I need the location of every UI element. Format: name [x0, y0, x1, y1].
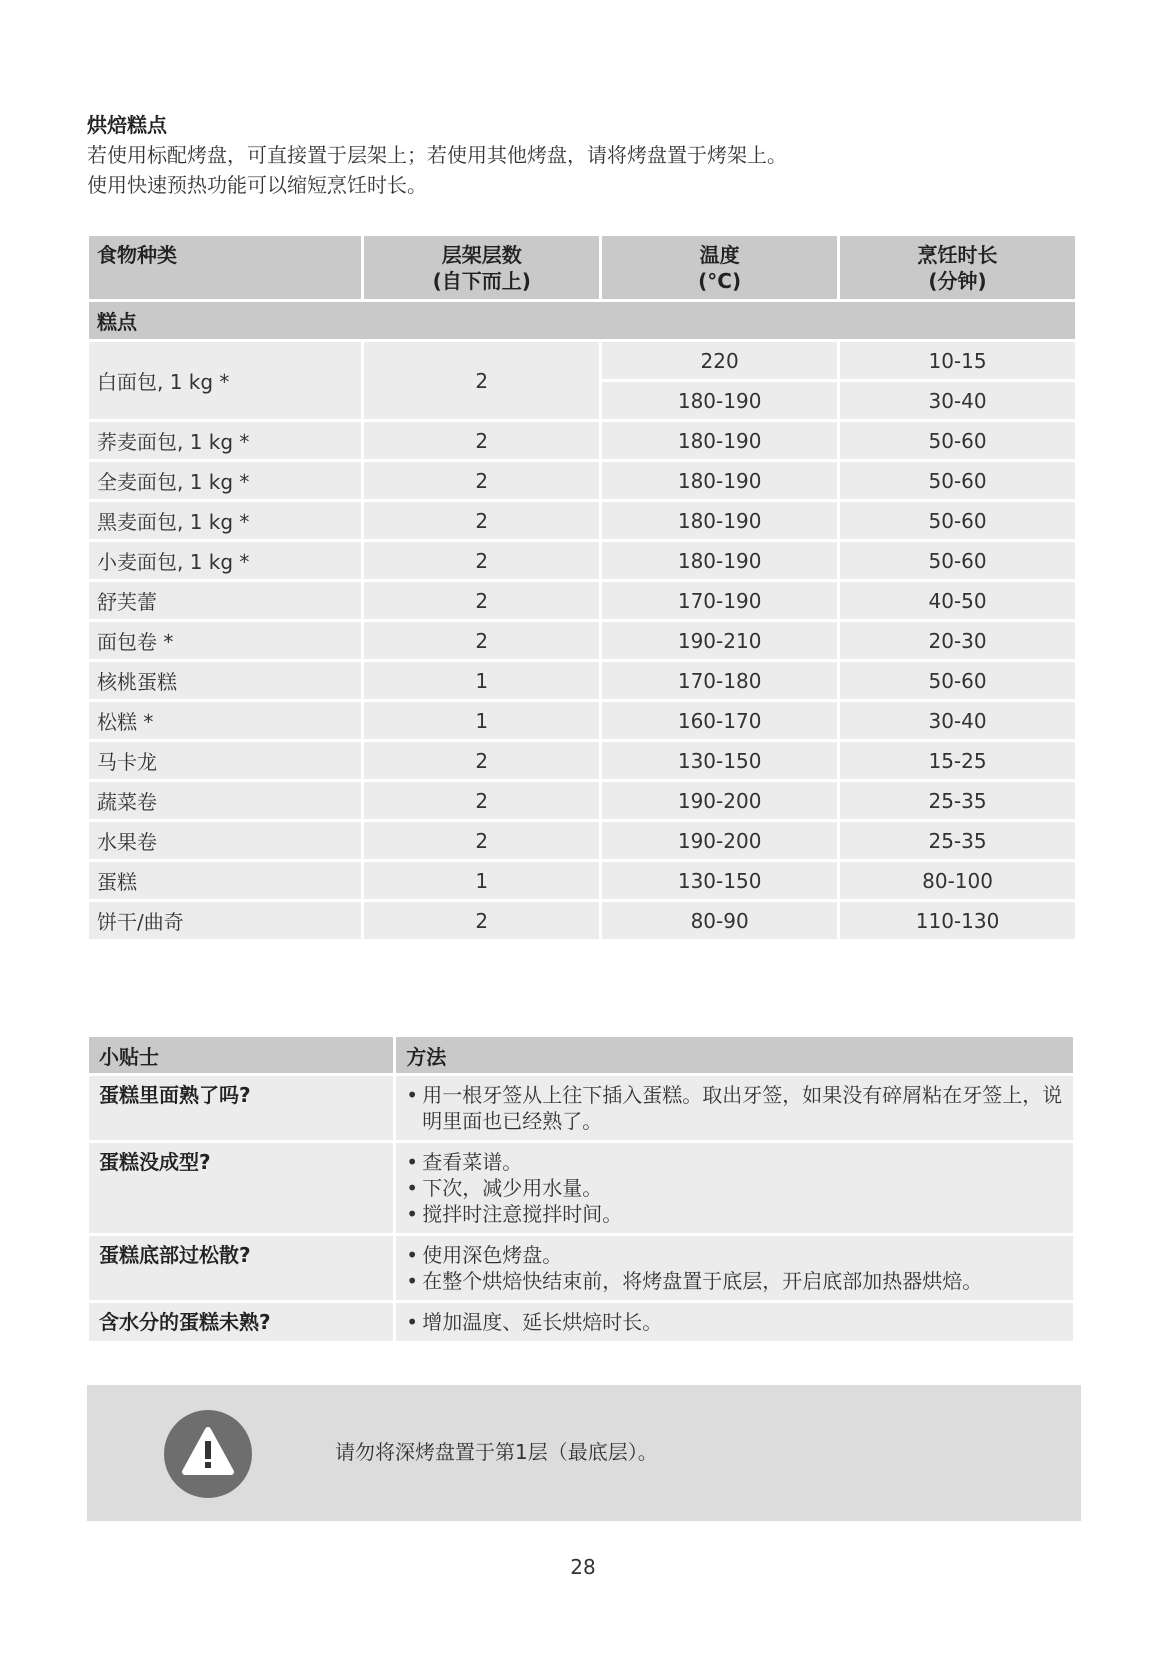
time-cell: 15-25: [840, 742, 1075, 779]
food-cell: 水果卷: [89, 822, 361, 859]
food-cell: 核桃蛋糕: [89, 662, 361, 699]
temp-cell: 130-150: [602, 862, 837, 899]
food-cell: 蛋糕: [89, 862, 361, 899]
table-row: [89, 462, 1075, 499]
temp-cell: 170-180: [602, 662, 837, 699]
food-cell: 舒芙蕾: [89, 582, 361, 619]
table-row: [89, 542, 1075, 579]
temp-cell: 180-190: [602, 462, 837, 499]
temp-cell: 190-200: [602, 822, 837, 859]
food-cell: 全麦面包, 1 kg *: [89, 462, 361, 499]
intro-line-1: 若使用标配烤盘，可直接置于层架上；若使用其他烤盘，请将烤盘置于烤架上。: [87, 143, 787, 167]
table-row: [89, 702, 1075, 739]
tips-row: [89, 1236, 1073, 1300]
food-cell: 白面包, 1 kg *: [89, 342, 361, 419]
table-row: [89, 622, 1075, 659]
time-cell: 25-35: [840, 822, 1075, 859]
level-cell: 1: [364, 662, 599, 699]
level-cell: 2: [364, 902, 599, 939]
food-cell: 荞麦面包, 1 kg *: [89, 422, 361, 459]
table-row: [89, 582, 1075, 619]
tip-question: 蛋糕没成型?: [89, 1143, 393, 1233]
tip-question: 蛋糕底部过松散?: [89, 1236, 393, 1300]
tip-bullet: • 搅拌时注意搅拌时间。: [406, 1201, 1063, 1227]
time-cell: 50-60: [840, 542, 1075, 579]
time-cell: 50-60: [840, 502, 1075, 539]
temp-cell: 160-170: [602, 702, 837, 739]
food-cell: 面包卷 *: [89, 622, 361, 659]
temp-cell: 220: [602, 342, 837, 379]
tip-answer: [396, 1236, 1073, 1300]
tips-row: [89, 1143, 1073, 1233]
level-cell: 2: [364, 742, 599, 779]
time-cell: 80-100: [840, 862, 1075, 899]
food-cell: 饼干/曲奇: [89, 902, 361, 939]
table-row: [89, 502, 1075, 539]
table-row: [89, 422, 1075, 459]
level-cell: 2: [364, 462, 599, 499]
temp-cell: 130-150: [602, 742, 837, 779]
intro-line-2: 使用快速预热功能可以缩短烹饪时长。: [87, 173, 427, 197]
header-temp: 温度 (°C): [602, 236, 837, 299]
page-number: 28: [570, 1555, 596, 1579]
table-row: [89, 822, 1075, 859]
intro-section: [87, 110, 1087, 200]
temp-cell: 190-200: [602, 782, 837, 819]
time-cell: 40-50: [840, 582, 1075, 619]
food-cell: 蔬菜卷: [89, 782, 361, 819]
tips-row: [89, 1076, 1073, 1140]
header-food: 食物种类: [89, 236, 361, 299]
tip-answer: [396, 1303, 1073, 1341]
level-cell: 2: [364, 782, 599, 819]
level-cell: 2: [364, 622, 599, 659]
temp-cell: 180-190: [602, 542, 837, 579]
temp-cell: 180-190: [602, 502, 837, 539]
warning-text: 请勿将深烤盘置于第1层（最底层）。: [335, 1440, 658, 1464]
temp-cell: 190-210: [602, 622, 837, 659]
tip-answer: [396, 1076, 1073, 1140]
food-cell: 黑麦面包, 1 kg *: [89, 502, 361, 539]
table-row: [89, 902, 1075, 939]
tips-table: [86, 1034, 1076, 1344]
section-label: 糕点: [89, 302, 1075, 339]
tip-answer: [396, 1143, 1073, 1233]
header-level: 层架层数 (自下而上): [364, 236, 599, 299]
level-cell: 2: [364, 422, 599, 459]
header-time: 烹饪时长 (分钟): [840, 236, 1075, 299]
tip-bullet: • 用一根牙签从上往下插入蛋糕。取出牙签，如果没有碎屑粘在牙签上，说明里面也已经熟了。: [406, 1082, 1063, 1134]
time-cell: 50-60: [840, 662, 1075, 699]
warning-box: [87, 1385, 1081, 1521]
baking-table: [86, 233, 1078, 942]
warning-icon: [164, 1410, 252, 1498]
food-cell: 松糕 *: [89, 702, 361, 739]
section-row: [89, 302, 1075, 339]
tip-question: 蛋糕里面熟了吗?: [89, 1076, 393, 1140]
table-row: [89, 342, 1075, 379]
header-tip: 小贴士: [89, 1037, 393, 1073]
tip-bullet: • 在整个烘焙快结束前，将烤盘置于底层，开启底部加热器烘焙。: [406, 1268, 1063, 1294]
tip-bullet: • 使用深色烤盘。: [406, 1242, 1063, 1268]
time-cell: 10-15: [840, 342, 1075, 379]
tips-header-row: [89, 1037, 1073, 1073]
time-cell: 50-60: [840, 462, 1075, 499]
temp-cell: 180-190: [602, 382, 837, 419]
time-cell: 50-60: [840, 422, 1075, 459]
table-header-row: [89, 236, 1075, 299]
level-cell: 1: [364, 702, 599, 739]
level-cell: 2: [364, 822, 599, 859]
tip-bullet: • 查看菜谱。: [406, 1149, 1063, 1175]
level-cell: 2: [364, 582, 599, 619]
table-row: [89, 782, 1075, 819]
temp-cell: 170-190: [602, 582, 837, 619]
time-cell: 110-130: [840, 902, 1075, 939]
food-cell: 小麦面包, 1 kg *: [89, 542, 361, 579]
level-cell: 2: [364, 342, 599, 419]
time-cell: 20-30: [840, 622, 1075, 659]
header-method: 方法: [396, 1037, 1073, 1073]
level-cell: 1: [364, 862, 599, 899]
level-cell: 2: [364, 542, 599, 579]
time-cell: 25-35: [840, 782, 1075, 819]
level-cell: 2: [364, 502, 599, 539]
temp-cell: 180-190: [602, 422, 837, 459]
time-cell: 30-40: [840, 702, 1075, 739]
tips-row: [89, 1303, 1073, 1341]
section-title: 烘焙糕点: [87, 113, 167, 137]
table-row: [89, 662, 1075, 699]
tip-question: 含水分的蛋糕未熟?: [89, 1303, 393, 1341]
table-row: [89, 742, 1075, 779]
temp-cell: 80-90: [602, 902, 837, 939]
tip-bullet: • 增加温度、延长烘焙时长。: [406, 1309, 1063, 1335]
tip-bullet: • 下次，减少用水量。: [406, 1175, 1063, 1201]
time-cell: 30-40: [840, 382, 1075, 419]
food-cell: 马卡龙: [89, 742, 361, 779]
table-row: [89, 862, 1075, 899]
